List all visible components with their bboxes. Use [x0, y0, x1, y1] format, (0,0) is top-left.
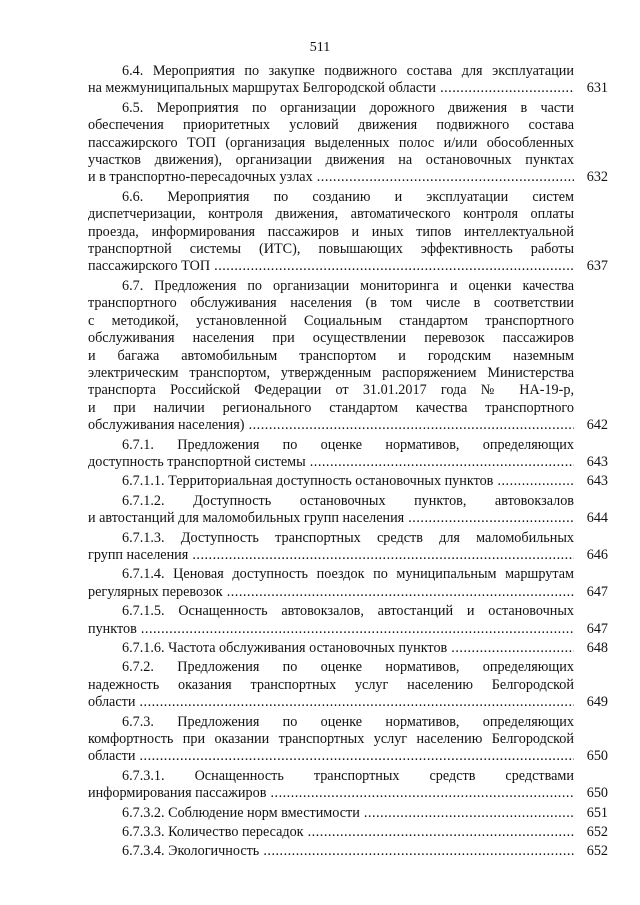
toc-page-ref: 643 [586, 473, 608, 490]
toc-entry-line: 6.4. Мероприятия по закупке подвижного состава для эксплуатации [122, 63, 574, 79]
toc-entry-line: области ..... [88, 694, 574, 711]
toc-entry-text [88, 473, 574, 490]
toc-entry-line: 6.7.3.1. Оснащенность транспортных средств средствами [122, 767, 574, 784]
toc-page-ref: 652 [586, 843, 608, 860]
toc-entry [88, 805, 608, 822]
toc-page-ref: 637 [586, 258, 608, 275]
toc-entry [88, 437, 608, 472]
toc-entry-line: комфортность при оказании транспортных услуг населению Белгородской [88, 731, 574, 748]
toc-entry-line: диспетчеризации, контроля движения, автоматического контроля оплаты [88, 206, 574, 223]
toc-page-ref: 647 [586, 620, 608, 637]
toc-entry-text [88, 189, 574, 276]
toc-entry-text [88, 824, 574, 841]
toc-entry-text [88, 603, 574, 638]
toc-entry-line: на межмуниципальных маршрутах Белгородской области ..... [88, 80, 574, 97]
toc-entry-line: электрическим транспортом, утвержденным распоряжением Министерства [88, 364, 574, 381]
toc-entry [88, 640, 608, 657]
toc-entry-line: обеспечения приоритетных условий движения подвижного состава [88, 117, 574, 134]
toc-entry-line: доступность транспортной системы ..... [88, 454, 574, 471]
toc-entry-line: проезда, информирования пассажиров и иных типов интеллектуальной [88, 223, 574, 240]
toc-page-ref: 644 [586, 510, 608, 527]
toc-entry-line: и багажа автомобильным транспортом и городским наземным [88, 347, 574, 364]
toc-entry-line: и в транспортно-пересадочных узлах ..... [88, 169, 574, 186]
toc-entry [88, 843, 608, 860]
toc-page-ref: 650 [586, 785, 608, 802]
toc-entry [88, 714, 608, 766]
toc-entry-line: регулярных перевозок ..... [88, 584, 574, 601]
toc-entry [88, 100, 608, 187]
toc-entry-line: 6.7.1. Предложения по оценке нормативов, определяющих [122, 436, 574, 453]
toc-entry [88, 603, 608, 638]
toc-entry-line: пассажирского ТОП ..... [88, 258, 574, 275]
toc-entry-text [88, 493, 574, 528]
toc-entry [88, 824, 608, 841]
toc-entry-line: области ..... [88, 748, 574, 765]
toc-page-ref: 646 [586, 546, 608, 563]
toc-entry-line: 6.7.3. Предложения по оценке нормативов, определяющих [122, 713, 574, 730]
toc-entry-line: обслуживания населения при осуществлении перевозок пассажиров [88, 330, 574, 347]
toc-page-ref: 631 [586, 80, 608, 97]
toc-entry [88, 768, 608, 803]
toc-page-ref: 648 [586, 640, 608, 656]
toc-entry-line: 6.6. Мероприятия по созданию и эксплуатации систем [122, 188, 574, 205]
toc-entry-text [88, 530, 574, 565]
table-of-contents [88, 63, 608, 863]
toc-entry-text [88, 659, 574, 711]
toc-entry-line: 6.7.1.2. Доступность остановочных пунктов, автовокзалов [122, 492, 574, 509]
toc-entry-line: 6.7.1.4. Ценовая доступность поездок по муниципальным маршрутам [122, 566, 574, 583]
page-number: 511 [309, 40, 331, 55]
toc-entry-line: участков движения), организации движения на остановочных пунктах [88, 152, 574, 169]
toc-page-ref: 650 [586, 748, 608, 765]
toc-entry-line: и автостанций для маломобильных групп населения ..... [88, 510, 574, 527]
toc-entry [88, 530, 608, 565]
toc-entry-line: надежность оказания транспортных услуг населению Белгородской [88, 676, 574, 693]
toc-page-ref: 647 [586, 583, 608, 600]
toc-page-ref: 642 [586, 417, 608, 434]
toc-entry-text [88, 640, 574, 657]
toc-page-ref: 632 [586, 169, 608, 186]
toc-entry-line: 6.7.3.2. Соблюдение норм вместимости ..... [88, 805, 574, 822]
toc-page-ref: 651 [586, 804, 608, 821]
toc-page-ref: 652 [586, 824, 608, 841]
toc-entry-line: и при наличии регионального стандартом качества транспортного [88, 399, 574, 416]
toc-entry-line: 6.7.3.3. Количество пересадок ..... [88, 824, 574, 841]
toc-entry-text [88, 278, 574, 435]
toc-entry-text [88, 100, 574, 187]
toc-entry-text [88, 437, 574, 472]
toc-entry-line: транспортной системы (ИТС), повышающих эффективность работы [88, 241, 574, 258]
toc-entry-line: 6.7.1.1. Территориальная доступность остановочных пунктов ..... [88, 473, 574, 490]
toc-entry-line: информирования пассажиров ..... [88, 785, 574, 802]
toc-entry [88, 659, 608, 711]
toc-page-ref: 643 [586, 453, 608, 470]
toc-entry-line: 6.7.3.4. Экологичность ..... [88, 843, 574, 860]
toc-entry-line: 6.7.1.5. Оснащенность автовокзалов, автостанций и остановочных [122, 603, 574, 620]
toc-entry-line: 6.7. Предложения по организации мониторинга и оценки качества [122, 277, 574, 294]
toc-page-ref: 649 [586, 694, 608, 711]
toc-entry [88, 493, 608, 528]
toc-entry-line: 6.5. Мероприятия по организации дорожного движения в части [122, 99, 574, 116]
toc-entry [88, 278, 608, 435]
toc-entry-text [88, 843, 574, 860]
toc-entry-text [88, 566, 574, 601]
toc-entry-line: транспортного обслуживания населения (в том числе в соответствии [88, 295, 574, 312]
toc-entry [88, 566, 608, 601]
toc-entry-text [88, 805, 574, 822]
toc-entry [88, 473, 608, 490]
toc-entry-line: с методикой, установленной Социальным стандартом транспортного [88, 312, 574, 329]
toc-entry-line: 6.7.1.6. Частота обслуживания остановочных пунктов ..... [88, 640, 574, 657]
toc-entry-line: групп населения ..... [88, 547, 574, 564]
toc-entry-line: пассажирского ТОП (организация выделенных полос и/или обособленных [88, 134, 574, 151]
toc-entry-line: обслуживания населения) ..... [88, 417, 574, 434]
toc-entry-text [88, 768, 574, 803]
toc-entry [88, 63, 608, 98]
toc-entry-line: пунктов ..... [88, 621, 574, 638]
toc-entry-text [88, 714, 574, 766]
toc-entry-line: 6.7.2. Предложения по оценке нормативов, определяющих [122, 659, 574, 676]
toc-entry [88, 189, 608, 276]
toc-entry-text [88, 63, 574, 98]
toc-entry-line: 6.7.1.3. Доступность транспортных средств для маломобильных [122, 529, 574, 546]
toc-entry-line: транспорта Российской Федерации от 31.01.2017 года № НА-19-р, [88, 382, 574, 399]
